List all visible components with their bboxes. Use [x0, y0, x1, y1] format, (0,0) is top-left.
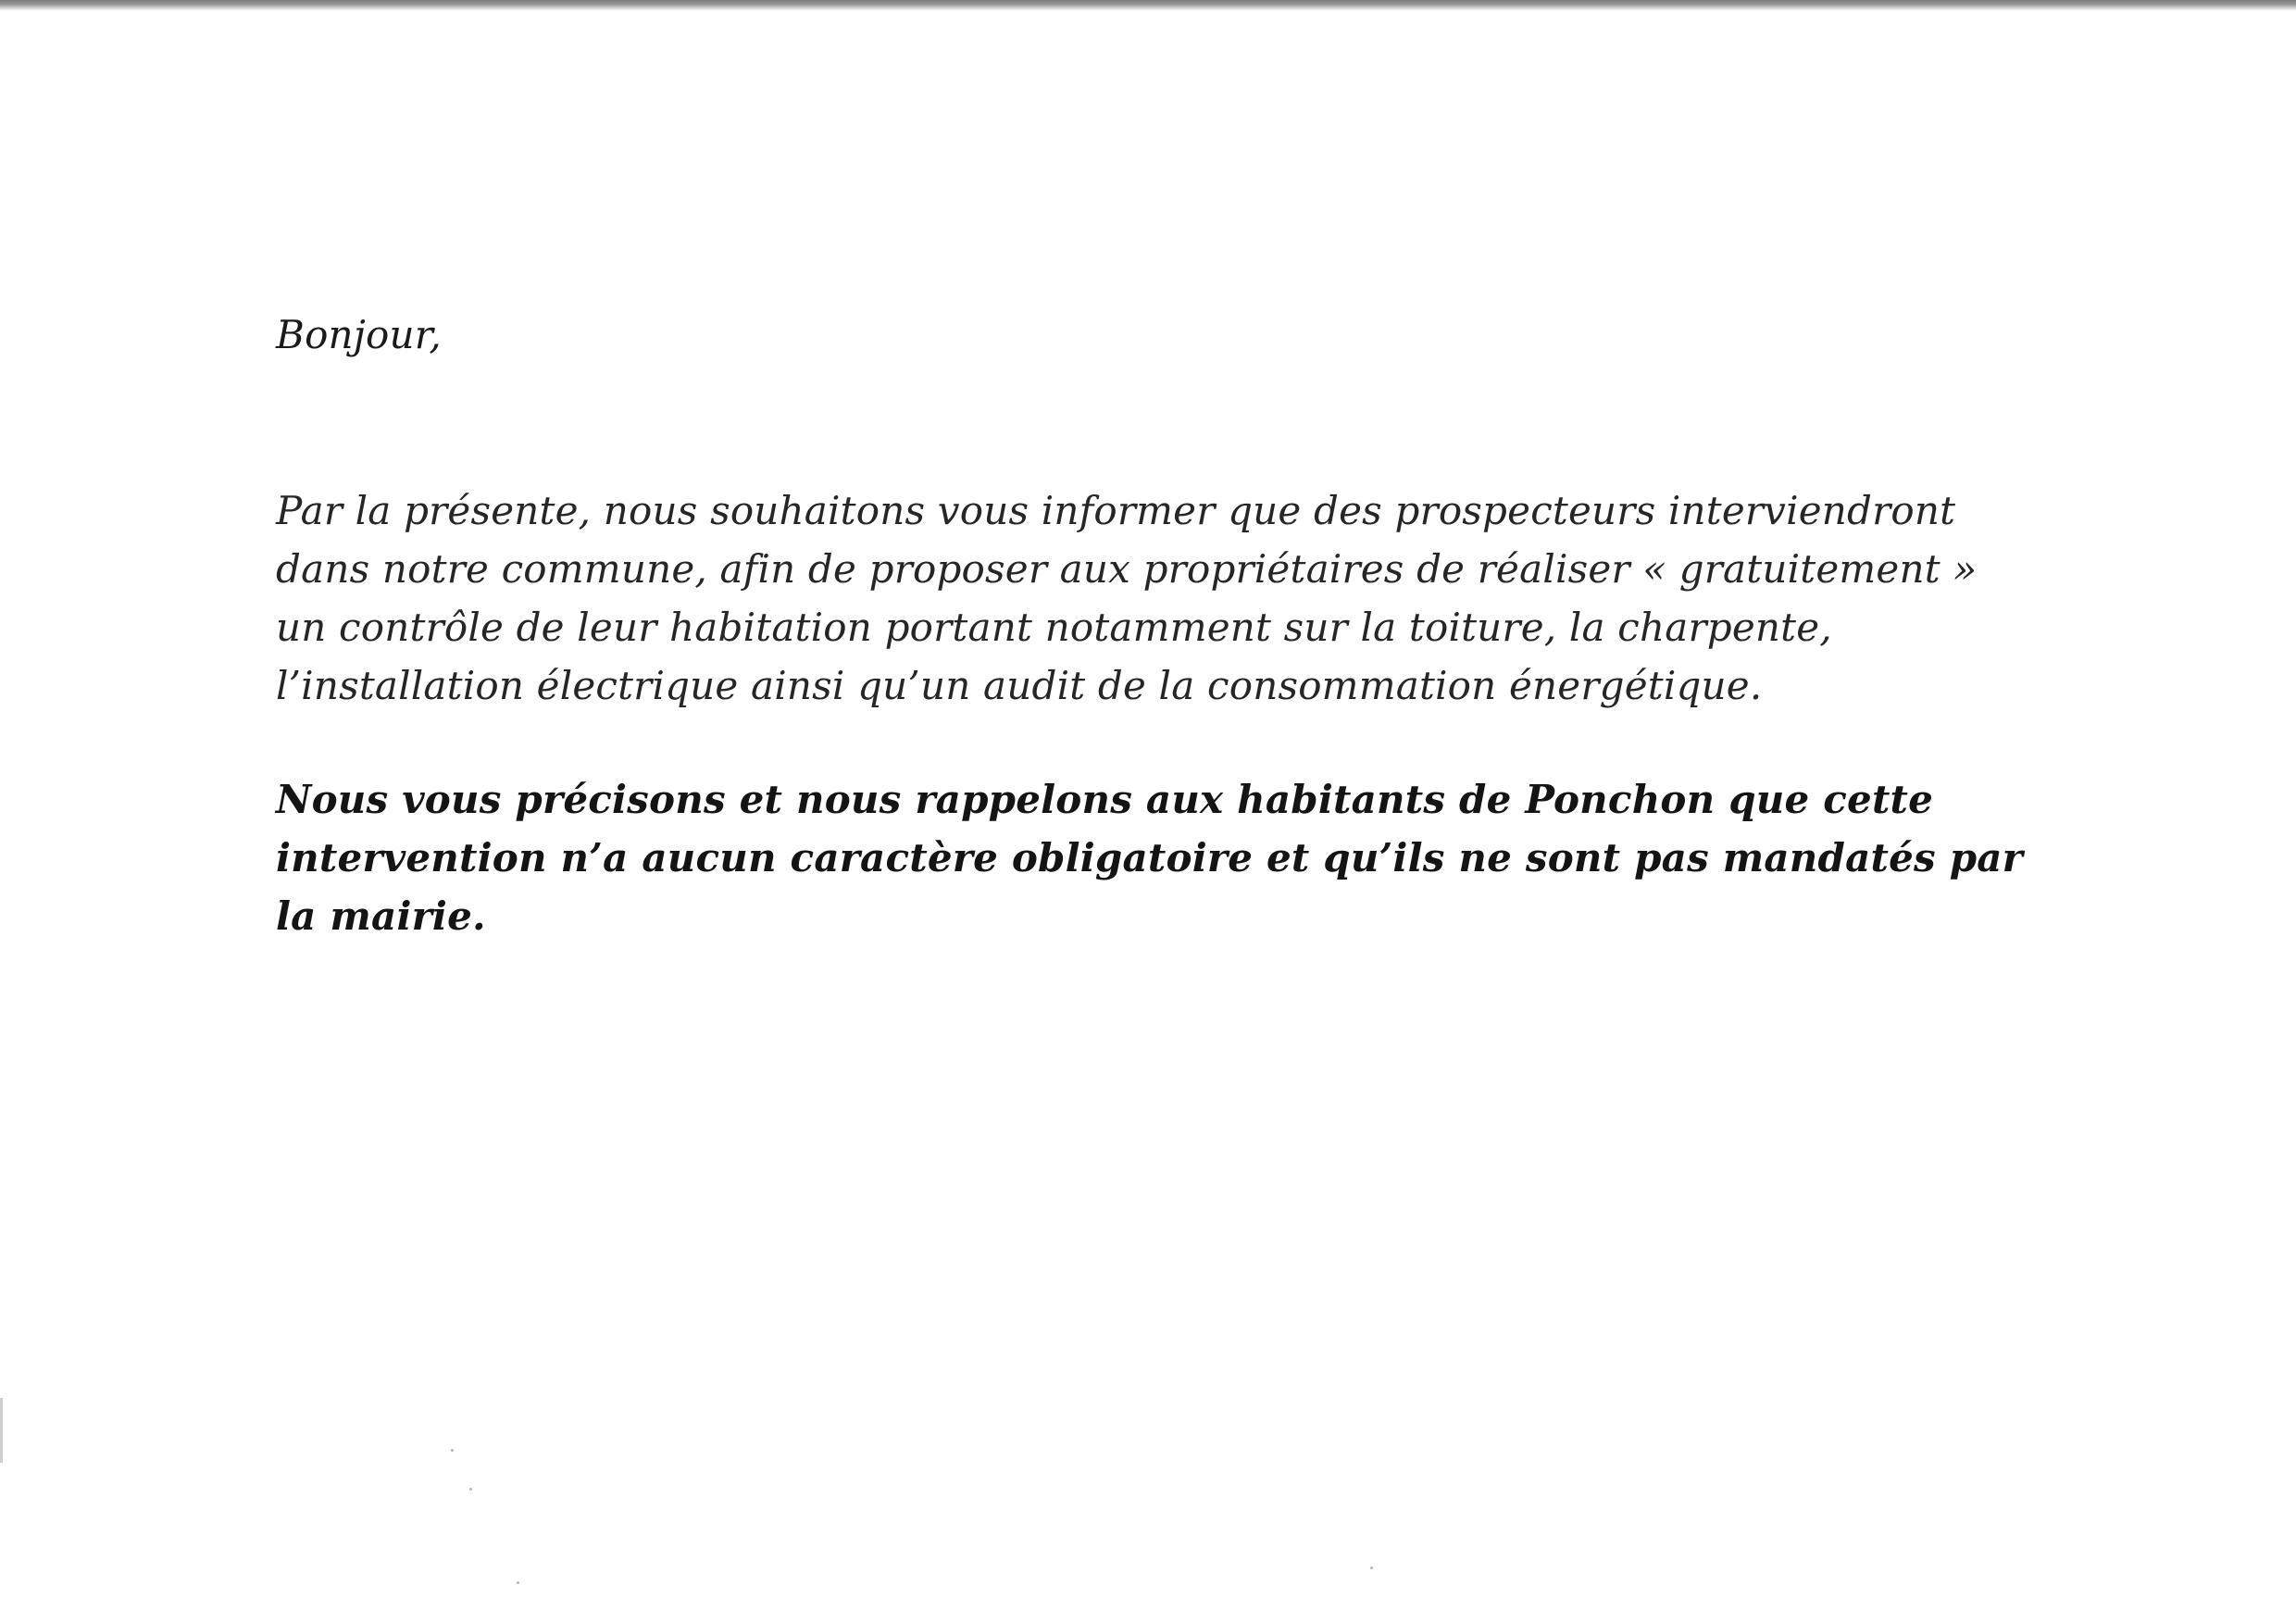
- scan-speck: [1370, 1567, 1373, 1569]
- paragraph-line: la mairie.: [276, 893, 486, 939]
- letter-body: [276, 306, 2128, 945]
- scan-speck: [469, 1488, 472, 1491]
- letter-greeting: Bonjour,: [276, 312, 442, 357]
- scan-edge-top: [0, 0, 2296, 11]
- scan-edge-left: [0, 1398, 3, 1463]
- paragraph-line: Nous vous précisons et nous rappelons aux habitants de Ponchon que cette: [276, 777, 1934, 822]
- paragraph-line: intervention n’a aucun caractère obligatoire et qu’ils ne sont pas mandatés par: [276, 835, 2024, 880]
- scan-speck: [451, 1449, 454, 1452]
- letter-paragraph-warning: [276, 770, 2128, 945]
- scan-speck: [517, 1581, 519, 1584]
- paragraph-line: dans notre commune, afin de proposer aux propriétaires de réaliser « gratuitement »: [276, 546, 1978, 592]
- letter-paragraph-information: [276, 481, 2128, 715]
- paragraph-line: un contrôle de leur habitation portant notamment sur la toiture, la charpente,: [276, 605, 1832, 650]
- paragraph-line: l’installation électrique ainsi qu’un audit de la consommation énergétique.: [276, 663, 1763, 708]
- paragraph-line: Par la présente, nous souhaitons vous informer que des prospecteurs interviendront: [276, 488, 1956, 533]
